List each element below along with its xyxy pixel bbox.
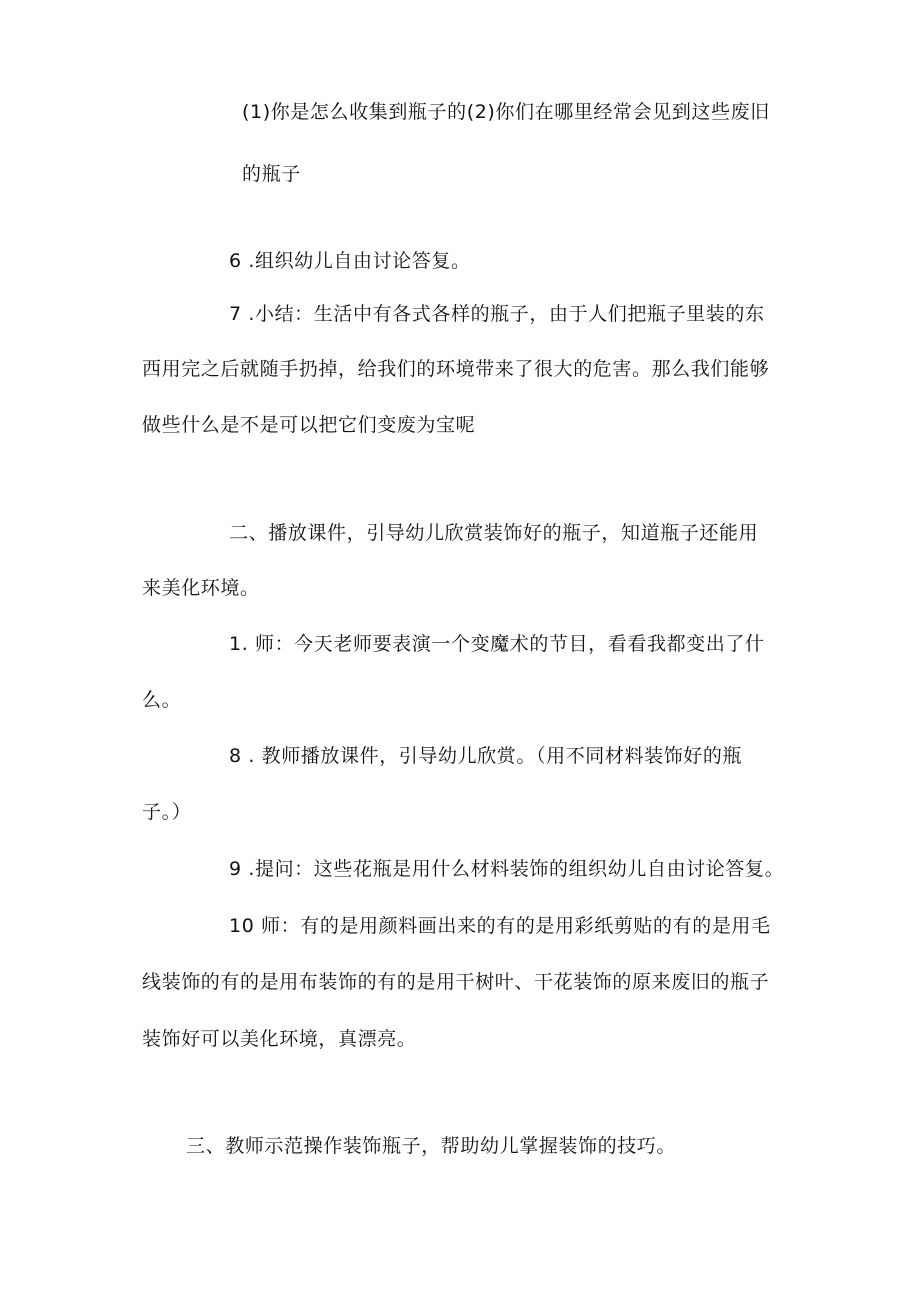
text-line: 的瓶子 <box>242 163 301 185</box>
text-line: 6 .组织幼儿自由讨论答复。 <box>229 250 471 272</box>
text-line: 9 .提问：这些花瓶是用什么材料装饰的组织幼儿自由讨论答复。 <box>229 858 785 880</box>
text-line: 7 .小结：生活中有各式各样的瓶子，由于人们把瓶子里装的东 <box>229 303 765 325</box>
text-line: 三、教师示范操作装饰瓶子，帮助幼儿掌握装饰的技巧。 <box>186 1135 677 1157</box>
text-line: 子。） <box>142 801 192 823</box>
text-line: 10 师：有的是用颜料画出来的有的是用彩纸剪贴的有的是用毛 <box>229 915 771 937</box>
text-line: 西用完之后就随手扔掉，给我们的环境带来了很大的危害。那么我们能够 <box>142 358 770 380</box>
text-line: 1. 师：今天老师要表演一个变魔术的节目，看看我都变出了什 <box>229 633 765 655</box>
text-line: 8 . 教师播放课件，引导幼儿欣赏。（用不同材料装饰好的瓶 <box>229 745 743 767</box>
text-line: 做些什么是不是可以把它们变废为宝呢 <box>142 414 476 436</box>
text-line: 装饰好可以美化环境，真漂亮。 <box>142 1028 417 1050</box>
text-line: 线装饰的有的是用布装饰的有的是用干树叶、干花装饰的原来废旧的瓶子 <box>142 971 770 993</box>
text-line: 么。 <box>142 689 182 711</box>
text-line: 来美化环境。 <box>142 577 260 599</box>
text-line: (1)你是怎么收集到瓶子的(2)你们在哪里经常会见到这些废旧 <box>242 101 770 123</box>
text-line: 二、播放课件，引导幼儿欣赏装饰好的瓶子，知道瓶子还能用 <box>229 522 759 544</box>
